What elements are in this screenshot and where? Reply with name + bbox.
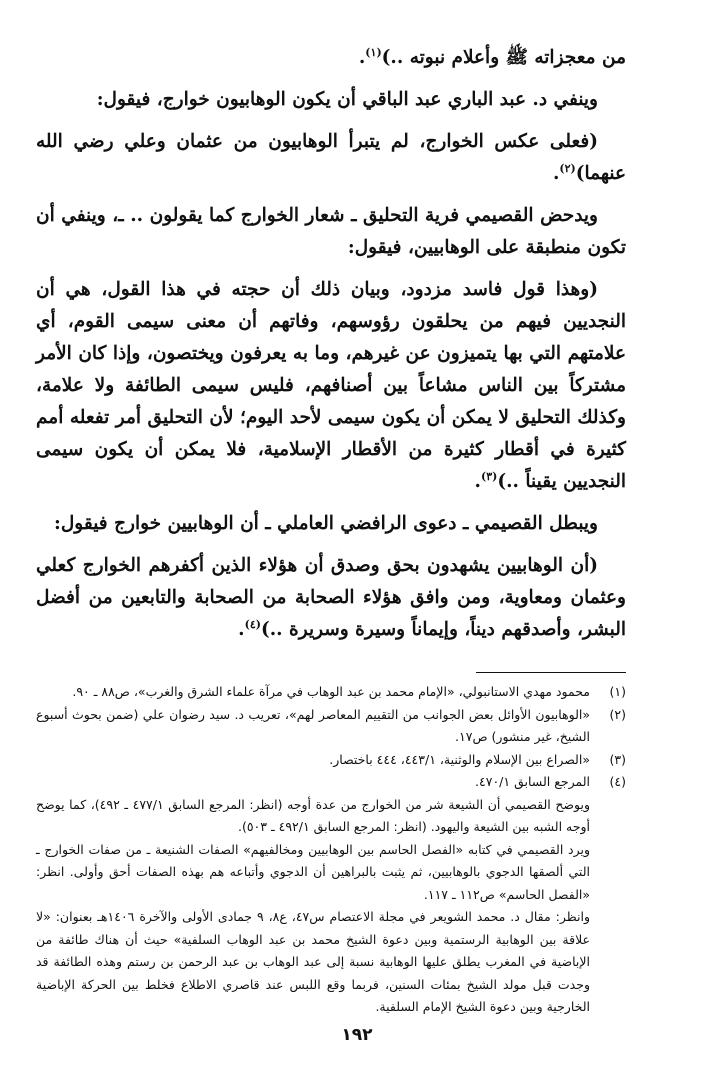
paragraph-tail: .	[358, 47, 366, 68]
footnotes	[36, 681, 626, 1019]
footnote-text	[36, 681, 590, 704]
footnote-1	[36, 681, 626, 704]
footnote-number: (٢)	[609, 706, 626, 722]
footnote-line: «الصراع بين الإسلام والوثنية، ٤٤٣/١، ٤٤٤ باختصار.	[329, 751, 590, 767]
paragraph-text: (أن الوهابيين يشهدون بحق وصدق أن هؤلاء الذين أكفرهم الخوارج كعلي وعثمان ومعاوية، ومن وافق هؤلاء الصحابة من الصحابة والتابعين من أفضل البشر، وأصدقهم ديناً، وإيماناً وسيرة وسريرة ..)	[36, 555, 626, 640]
paragraph-5	[36, 274, 626, 498]
footnote-text	[36, 749, 590, 772]
footnote-line: محمود مهدي الاستانبولي، «الإمام محمد بن عبد الوهاب في مرآة علماء الشرق والغرب»، ص٨٨ ـ ٩٠.	[72, 684, 590, 699]
paragraph-1	[36, 42, 626, 74]
paragraph-text: ويبطل القصيمي ـ دعوى الرافضي العاملي ـ أن الوهابيين خوارج فيقول:	[54, 513, 598, 534]
footnote-ref: (٣)	[480, 469, 498, 483]
paragraph-6	[36, 508, 626, 540]
footnote-text	[36, 771, 590, 1019]
footnote-divider	[476, 672, 626, 673]
paragraph-3	[36, 126, 626, 190]
footnote-line: ويرد القصيمي في كتابه «الفصل الحاسم بين الوهابيين ومخالفيهم» الصفات الشنيعة ـ من صفات الخوارج ـ التي ألصقها الدجوي بالوهابيين، ثم يثبت بالبراهين أن الدجوي وأتباعه هم بهذه الصفات أحق وأولى. انظر: «الفصل الحاسم» ص١١٢ ـ ١١٧.	[36, 841, 590, 902]
paragraph-7	[36, 550, 626, 646]
footnote-text	[36, 704, 590, 749]
paragraph-text: ويدحض القصيمي فرية التحليق ـ شعار الخوارج كما يقولون .. ـ، وينفي أن تكون منطبقة على الوهابيين، فيقول:	[36, 205, 626, 258]
footnote-ref: (١)	[365, 45, 382, 59]
paragraph-tail: .	[474, 471, 481, 492]
footnote-line: «الوهابيون الأوائل بعض الجوانب من التقييم المعاصر لهم»، تعريب د. سيد رضوان علي (ضمن بحوث أسبوع الشيخ، غير منشور) ص١٧.	[36, 706, 590, 744]
page-number: ١٩٢	[341, 1025, 373, 1045]
footnote-ref: (٤)	[244, 617, 261, 631]
paragraph-text: من معجزاته ﷺ وأعلام نبوته ..)	[381, 47, 626, 68]
paragraph-tail: .	[238, 619, 245, 640]
paragraph-2	[36, 84, 626, 116]
paragraph-text: (وهذا قول فاسد مزدود، وبيان ذلك أن حجته في هذا القول، هي أن النجديين فيهم من يحلقون رؤوسهم، وفاتهم أن معنى سيمى القوم، أي علامتهم التي بها يتميزون عن غيرهم، وما به يعرفون ويختصون، وإذا كان الأمر مشتركاً بين الناس مشاعاً بين أصنافهم، فليس سيمى الطائفة ولا علامة، وكذلك التحليق لا يمكن أن يكون سيمى لأحد اليوم؛ لأن التحليق أمر تفعله أمم كثيرة في أقطار كثيرة من الأقطار الإسلامية، فلا يمكن أن يكون سيمى النجديين يقيناً ..)	[36, 279, 626, 492]
paragraph-text: وينفي د. عبد الباري عبد الباقي أن يكون الوهابيون خوارج، فيقول:	[96, 89, 598, 110]
footnote-line: وانظر: مقال د. محمد الشويعر في مجلة الاعتصام س٤٧، ع٨، ٩ جمادى الأولى والآخرة ١٤٠٦هـ بعنوان: «لا علاقة بين الوهابية الرستمية وبين دعوة الشيخ محمد بن عبد الوهاب السلفية» حيث أن هناك طائفة من الإباضية في المغرب يطلق عليها الوهابية نسبة إلى عبد الوهاب بن عبد الرحمن بن رستم وهذه الطائفة قد وجدت قبل مولد الشيخ بمئات السنين، فربما وقع اللبس عند قاصري الاطلاع فخلط بين الحركة الإباضية الخارجية وبين دعوة الشيخ الإمام السلفية.	[36, 909, 590, 1014]
footnote-number: (٤)	[609, 774, 626, 789]
footnote-ref: (٢)	[559, 161, 576, 175]
footnote-number: (٣)	[609, 751, 626, 767]
paragraph-4	[36, 200, 626, 264]
footnote-2	[36, 704, 626, 749]
main-text	[36, 42, 626, 646]
footnote-line: المرجع السابق ٤٧٠/١.	[475, 774, 590, 789]
paragraph-text: (فعلى عكس الخوارج، لم يتبرأ الوهابيون من عثمان وعلي رضي الله عنهما)	[36, 131, 626, 184]
footnote-number: (١)	[609, 684, 626, 699]
footnote-4	[36, 771, 626, 1019]
paragraph-tail: .	[552, 163, 560, 184]
footnote-line: ويوضح القصيمي أن الشيعة شر من الخوارج من عدة أوجه (انظر: المرجع السابق ٤٧٧/١ ـ ٤٩٢)، كما يوضح أوجه الشبه بين الشيعة واليهود. (انظر: المرجع السابق ٤٩٢/١ ـ ٥٠٣).	[36, 796, 591, 834]
footnote-3	[36, 749, 626, 772]
